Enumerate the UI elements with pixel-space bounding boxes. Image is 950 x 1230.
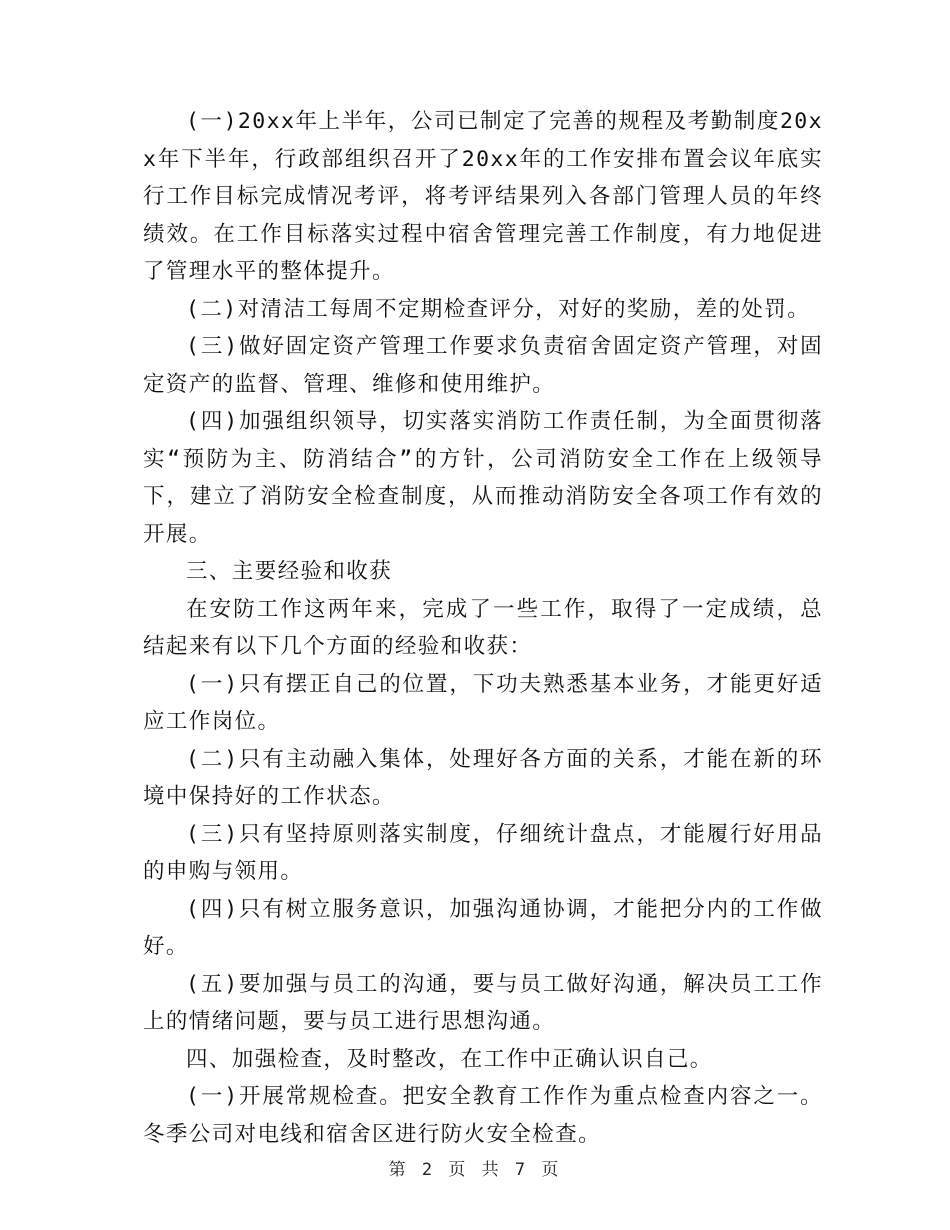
section-heading-4: 四、加强检查，及时整改，在工作中正确认识自己。 [186, 1046, 713, 1072]
document-body [143, 103, 823, 1153]
paragraph-5: 在安防工作这两年来，完成了一些工作，取得了一定成绩，总结起来有以下几个方面的经验和收获： [143, 596, 823, 659]
paragraph-2: (二)对清洁工每周不定期检查评分，对好的奖励，差的处罚。 [186, 296, 811, 322]
paragraph-1: (一)20xx年上半年，公司已制定了完善的规程及考勤制度20xx年下半年，行政部组织召开了20xx年的工作安排布置会议年底实行工作目标完成情况考评，将考评结果列入各部门管理人员的年终绩效。在工作目标落实过程中宿舍管理完善工作制度，有力地促进了管理水平的整体提升。 [143, 109, 823, 284]
paragraph-4: (四)加强组织领导，切实落实消防工作责任制，为全面贯彻落实“预防为主、防消结合”的方针，公司消防安全工作在上级领导下，建立了消防安全检查制度，从而推动消防安全各项工作有效的开展。 [143, 409, 823, 547]
paragraph-9: (四)只有树立服务意识，加强沟通协调，才能把分内的工作做好。 [143, 896, 823, 959]
paragraph-10: (五)要加强与员工的沟通，要与员工做好沟通，解决员工工作上的情绪问题，要与员工进行思想沟通。 [143, 971, 823, 1034]
page-number-footer: 第 2 页 共 7 页 [388, 1160, 562, 1180]
paragraph-6: (一)只有摆正自己的位置，下功夫熟悉基本业务，才能更好适应工作岗位。 [143, 671, 823, 734]
section-heading-3: 三、主要经验和收获 [186, 559, 393, 584]
paragraph-7: (二)只有主动融入集体，处理好各方面的关系，才能在新的环境中保持好的工作状态。 [143, 746, 823, 809]
paragraph-3: (三)做好固定资产管理工作要求负责宿舍固定资产管理，对固定资产的监督、管理、维修和使用维护。 [143, 334, 823, 397]
paragraph-11: (一)开展常规检查。把安全教育工作作为重点检查内容之一。冬季公司对电线和宿舍区进行防火安全检查。 [143, 1084, 823, 1147]
paragraph-8: (三)只有坚持原则落实制度，仔细统计盘点，才能履行好用品的申购与领用。 [143, 821, 823, 884]
